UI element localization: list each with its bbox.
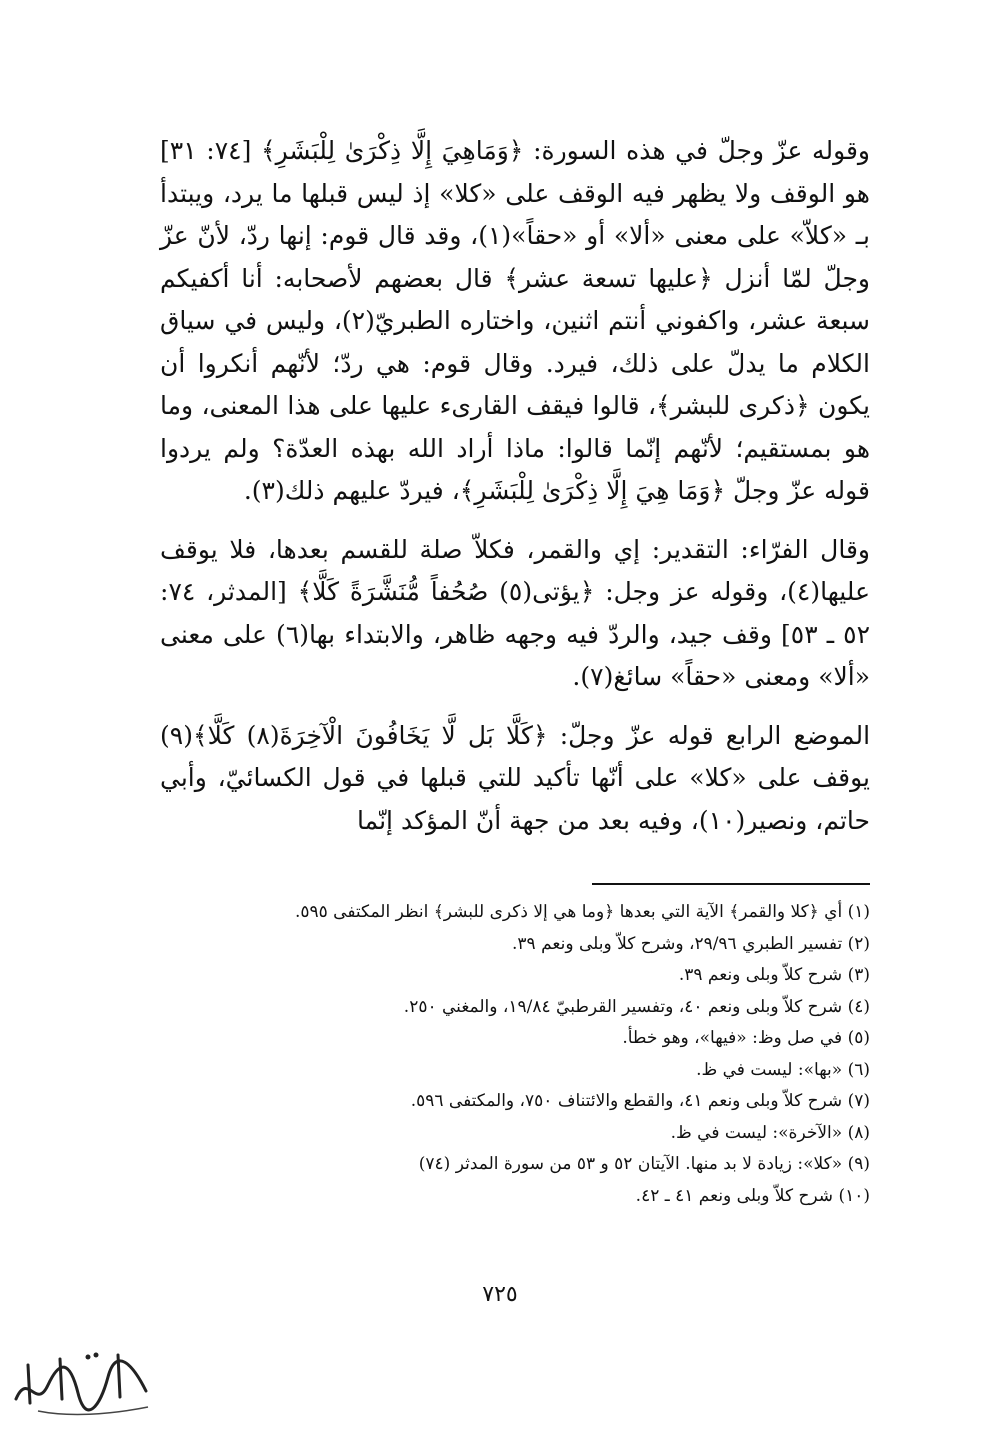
footnote: (١٠) شرح كلاّ وبلى ونعم ٤١ ـ ٤٢. <box>635 1185 870 1206</box>
paragraph-3: الموضع الرابع قوله عزّ وجلّ: ﴿كَلَّا بَل لَّا يَخَافُونَ الْآخِرَةَ(٨) كَلَّا﴾(٩) يوقف على «كلا» على أنّها تأكيد للتي قبلها في قول الكسائيّ، وأبي حاتم، ونصير(١٠)، وفيه بعد من جهة أنّ المؤكد إنّما <box>160 720 871 835</box>
footnotes-list <box>160 897 870 1212</box>
paragraph-1: وقوله عزّ وجلّ في هذه السورة: ﴿وَمَاهِيَ إِلَّا ذِكْرَىٰ لِلْبَشَرِ﴾ [٧٤: ٣١] هو الوقف ولا يظهر فيه الوقف على «كلا» إذ ليس قبلها ما يرد، ويبتدأ بـ «كلاّ» على معنى «ألا» أو «حقاً»(١)، وقد قال قوم: إنها ردّ، لأنّ عزّ وجلّ لمّا أنزل ﴿عليها تسعة عشر﴾ قال بعضهم لأصحابه: أنا أكفيكم سبعة عشر، واكفوني أنتم اثنين، واختاره الطبريّ(٢)، وليس في سياق الكلام ما يدلّ على ذلك، فيرد. وقال قوم: هي ردّ؛ لأنّهم أنكروا أن يكون ﴿ذكرى للبشر﴾، قالوا فيقف القارىء عليها على هذا المعنى، وما هو بمستقيم؛ لأنّهم إنّما قالوا: ماذا أراد الله بهذه العدّة؟ ولم يردوا قوله عزّ وجلّ ﴿وَمَا هِيَ إِلَّا ذِكْرَىٰ لِلْبَشَرِ﴾، فيردّ عليهم ذلك(٣). <box>160 136 871 505</box>
main-text <box>160 130 870 842</box>
footnote: (٩) «كلا»: زيادة لا بد منها. الآيتان ٥٢ و ٥٣ من سورة المدثر (٧٤) <box>418 1154 870 1174</box>
footnote: (٦) «بها»: ليست في ظ. <box>696 1059 870 1080</box>
watermark-logo <box>8 1341 158 1419</box>
footnote: (٤) شرح كلاّ وبلى ونعم ٤٠، وتفسير القرطبيّ ١٩/٨٤، والمغني ٢٥٠. <box>403 996 870 1017</box>
footnote: (٢) تفسير الطبري ٢٩/٩٦، وشرح كلاّ وبلى ونعم ٣٩. <box>512 933 870 954</box>
footnote-separator <box>592 883 870 885</box>
footnote: (٣) شرح كلاّ وبلى ونعم ٣٩. <box>678 965 870 985</box>
page-number: ٧٢٥ <box>482 1282 518 1307</box>
footnote: (٥) في صل وظ: «فيها»، وهو خطأ. <box>622 1028 870 1048</box>
footnote: (٧) شرح كلاّ وبلى ونعم ٤١، والقطع والائتناف ٧٥٠، والمكتفى ٥٩٦. <box>410 1091 870 1111</box>
footnote: (٨) «الآخرة»: ليست في ظ. <box>670 1122 870 1143</box>
paragraph-2: وقال الفرّاء: التقدير: إي والقمر، فكلاّ صلة للقسم بعدها، فلا يوقف عليها(٤)، وقوله عز وجل: ﴿يؤتى(٥) صُحُفاً مُّنَشَّرَةً كَلَّا﴾ [المدثر، ٧٤: ٥٢ ـ ٥٣] وقف جيد، والردّ فيه وجهه ظاهر، والابتداء بها(٦) على معنى «ألا» ومعنى «حقاً» سائغ(٧). <box>160 534 870 691</box>
footnote: (١) أي ﴿كلا والقمر﴾ الآية التي بعدها ﴿وما هي إلا ذكرى للبشر﴾ انظر المكتفى ٥٩٥. <box>294 902 870 922</box>
